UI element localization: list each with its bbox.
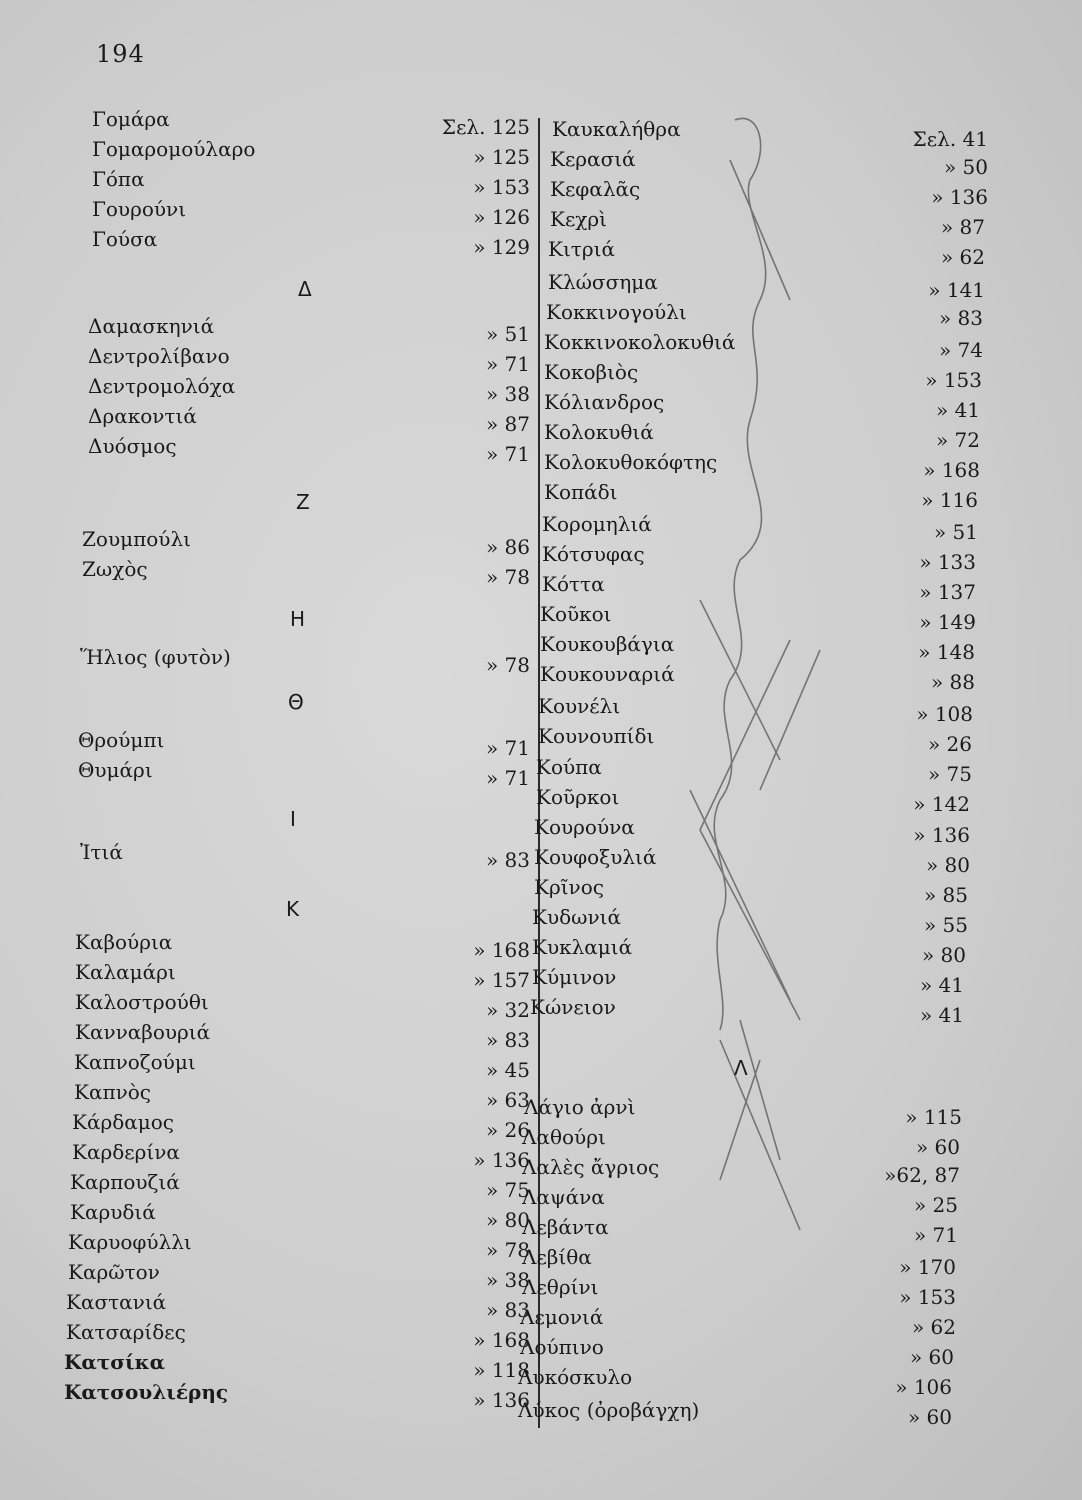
index-term: Λούπινο [520, 1335, 604, 1359]
index-page-ref: » 136 [473, 1148, 530, 1172]
index-page-ref: » 86 [485, 535, 530, 559]
index-page-ref: » 38 [485, 382, 530, 406]
index-page-ref: » 80 [921, 943, 966, 967]
index-page-ref: » 85 [923, 883, 968, 907]
index-page-ref: » 83 [485, 1028, 530, 1052]
index-term: Κουνέλι [538, 694, 621, 718]
index-term: Κώνειον [530, 995, 616, 1019]
index-page-ref: » 170 [899, 1255, 956, 1279]
index-term: Κύμινον [532, 965, 617, 989]
index-term: Θρούμπι [78, 728, 165, 752]
index-page-ref: » 41 [919, 1003, 964, 1027]
index-page-ref: » 157 [473, 968, 530, 992]
index-term: Κούπα [536, 755, 602, 779]
index-term: Κουρούνα [534, 815, 635, 839]
index-term: Κρῖνος [534, 875, 604, 899]
index-term: Δεντρομολόχα [88, 374, 236, 398]
index-term: Ἥλιος (φυτὸν) [80, 645, 231, 669]
index-term: Λυκόσκυλο [518, 1365, 633, 1389]
index-page-ref: » 87 [485, 412, 530, 436]
index-page-ref: » 72 [935, 428, 980, 452]
index-term: Κουνουπίδι [538, 724, 655, 748]
index-term: Καρυδιά [70, 1200, 156, 1224]
index-term: Καστανιά [66, 1290, 167, 1314]
index-page-ref: » 71 [485, 766, 530, 790]
index-term: Ἰτιά [80, 840, 123, 864]
index-page-ref: » 137 [919, 580, 976, 604]
index-page-ref: » 78 [485, 653, 530, 677]
index-page-ref: » 149 [919, 610, 976, 634]
index-page-ref: » 106 [895, 1375, 952, 1399]
index-page-ref: » 136 [913, 823, 970, 847]
index-page-ref: » 83 [485, 848, 530, 872]
index-page-ref: » 153 [925, 368, 982, 392]
index-page-ref: » 115 [905, 1105, 962, 1129]
index-page-ref: » 51 [485, 322, 530, 346]
index-term: Λύκος (ὀροβάγχη) [518, 1398, 700, 1422]
index-page-ref: » 136 [931, 185, 988, 209]
index-page-ref: Σελ. 41 [912, 127, 988, 151]
index-page-ref: » 45 [485, 1058, 530, 1082]
index-term: Δαμασκηνιά [88, 314, 215, 338]
index-page-ref: » 108 [916, 702, 973, 726]
index-term: Γομάρα [92, 107, 170, 131]
page-number: 194 [96, 40, 145, 68]
index-term: Δυόσμος [88, 434, 177, 458]
index-term: Λεβάντα [522, 1215, 609, 1239]
index-term: Καυκαλήθρα [552, 117, 681, 141]
index-page-ref: » 63 [485, 1088, 530, 1112]
section-letter: Δ [298, 277, 312, 301]
index-term: Κορομηλιά [542, 512, 652, 536]
index-page-ref: » 80 [485, 1208, 530, 1232]
index-page-ref: » 71 [913, 1223, 958, 1247]
index-page-ref: » 26 [485, 1118, 530, 1142]
index-term: Λεβίθα [522, 1245, 592, 1269]
index-page-ref: » 125 [473, 145, 530, 169]
index-page-ref: » 168 [473, 1328, 530, 1352]
index-page-ref: » 38 [485, 1268, 530, 1292]
index-term: Καβούρια [75, 930, 173, 954]
index-term: Κατσαρίδες [66, 1320, 186, 1344]
index-term: Λεθρίνι [522, 1275, 599, 1299]
index-page-ref: » 116 [921, 488, 978, 512]
index-term: Κάρδαμος [72, 1110, 174, 1134]
index-term: Κουφοξυλιά [534, 845, 657, 869]
index-page-ref: » 41 [935, 398, 980, 422]
index-page-ref: » 60 [907, 1405, 952, 1429]
index-page-ref: » 51 [933, 520, 978, 544]
index-term: Κόλιανδρος [544, 390, 665, 414]
index-term: Κατσουλιέρης [64, 1380, 229, 1404]
index-term: Κυδωνιά [532, 905, 621, 929]
index-term: Λεμονιά [520, 1305, 604, 1329]
index-page-ref: » 87 [940, 215, 985, 239]
index-term: Κανναβουριά [75, 1020, 211, 1044]
index-page-ref: » 62 [940, 245, 985, 269]
index-page-ref: » 153 [899, 1285, 956, 1309]
index-term: Κοκκινογούλι [546, 300, 687, 324]
index-term: Κλώσσημα [548, 270, 658, 294]
index-page-ref: » 71 [485, 352, 530, 376]
index-term: Καλαμάρι [75, 960, 176, 984]
index-term: Κιτριά [548, 237, 615, 261]
index-term: Γομαρομούλαρο [92, 137, 256, 161]
index-page-ref: » 62 [911, 1315, 956, 1339]
index-page-ref: » 75 [927, 762, 972, 786]
index-page-ref: » 148 [918, 640, 975, 664]
index-term: Κοῦρκοι [536, 785, 620, 809]
index-page-ref: »62, 87 [884, 1163, 960, 1187]
index-page-ref: » 78 [485, 1238, 530, 1262]
index-page-ref: » 118 [473, 1358, 530, 1382]
index-page-ref: » 168 [923, 458, 980, 482]
index-page-ref: » 74 [938, 338, 983, 362]
index-page-ref: » 129 [473, 235, 530, 259]
index-page-ref: » 25 [913, 1193, 958, 1217]
index-page-ref: » 71 [485, 442, 530, 466]
index-page-ref: » 88 [930, 670, 975, 694]
index-term: Θυμάρι [78, 758, 153, 782]
index-term: Ζουμπούλι [82, 527, 191, 551]
index-term: Γουρούνι [92, 197, 187, 221]
index-term: Κολοκυθοκόφτης [544, 450, 718, 474]
index-page-ref: » 41 [919, 973, 964, 997]
index-page-ref: » 136 [473, 1388, 530, 1412]
index-term: Κυκλαμιά [532, 935, 633, 959]
section-letter: Θ [288, 690, 304, 714]
index-term: Δρακοντιά [88, 404, 197, 428]
index-term: Καρυοφύλλι [68, 1230, 192, 1254]
index-page-ref: » 153 [473, 175, 530, 199]
index-page-ref: » 75 [485, 1178, 530, 1202]
index-page-ref: » 83 [485, 1298, 530, 1322]
index-page-ref: » 141 [928, 278, 985, 302]
index-term: Κοῦκοι [540, 602, 612, 626]
index-term: Κουκουναριά [540, 662, 675, 686]
index-page-ref: » 126 [473, 205, 530, 229]
index-term: Κολοκυθιά [544, 420, 654, 444]
index-page-ref: » 80 [925, 853, 970, 877]
index-term: Λάγιο ἀρνὶ [524, 1095, 636, 1119]
section-letter: Ι [290, 807, 296, 831]
index-page-ref: » 60 [909, 1345, 954, 1369]
index-term: Κοπάδι [544, 480, 618, 504]
index-page-ref: » 168 [473, 938, 530, 962]
index-term: Κεφαλᾶς [550, 177, 641, 201]
index-term: Καρδερίνα [72, 1140, 180, 1164]
index-term: Κοκοβιὸς [544, 360, 639, 384]
index-page-ref: » 55 [923, 913, 968, 937]
index-term: Καπνὸς [74, 1080, 151, 1104]
index-page-ref: » 32 [485, 998, 530, 1022]
index-term: Καπνοζούμι [74, 1050, 196, 1074]
index-term: Γούσα [92, 227, 158, 251]
index-term: Κερασιά [550, 147, 636, 171]
index-term: Λαθούρι [522, 1125, 606, 1149]
index-term: Ζωχὸς [82, 557, 148, 581]
index-term: Κοκκινοκολοκυθιά [544, 330, 736, 354]
index-page-ref: Σελ. 125 [441, 115, 530, 139]
index-term: Κεχρὶ [550, 207, 608, 231]
index-page-ref: » 71 [485, 736, 530, 760]
index-term: Δεντρολίβανο [88, 344, 230, 368]
index-page-ref: » 50 [943, 155, 988, 179]
section-letter: Η [290, 607, 306, 631]
index-term: Λαψάνα [522, 1185, 605, 1209]
index-page-ref: » 60 [915, 1135, 960, 1159]
index-term: Κότσυφας [542, 542, 645, 566]
index-page-ref: » 78 [485, 565, 530, 589]
index-page-ref: » 142 [913, 792, 970, 816]
section-letter: Ζ [296, 490, 310, 514]
index-term: Καρπουζιά [70, 1170, 180, 1194]
section-letter: Κ [286, 897, 300, 921]
index-term: Γόπα [92, 167, 145, 191]
section-letter: Λ [734, 1056, 748, 1080]
index-term: Καλοστρούθι [75, 990, 209, 1014]
index-term: Κουκουβάγια [540, 632, 675, 656]
index-term: Καρῶτον [68, 1260, 160, 1284]
index-term: Λαλὲς ἄγριος [522, 1155, 660, 1179]
index-page-ref: » 133 [919, 550, 976, 574]
index-term: Κατσίκα [64, 1350, 166, 1374]
index-term: Κόττα [542, 572, 605, 596]
index-page-ref: » 83 [938, 306, 983, 330]
index-page-ref: » 26 [927, 732, 972, 756]
